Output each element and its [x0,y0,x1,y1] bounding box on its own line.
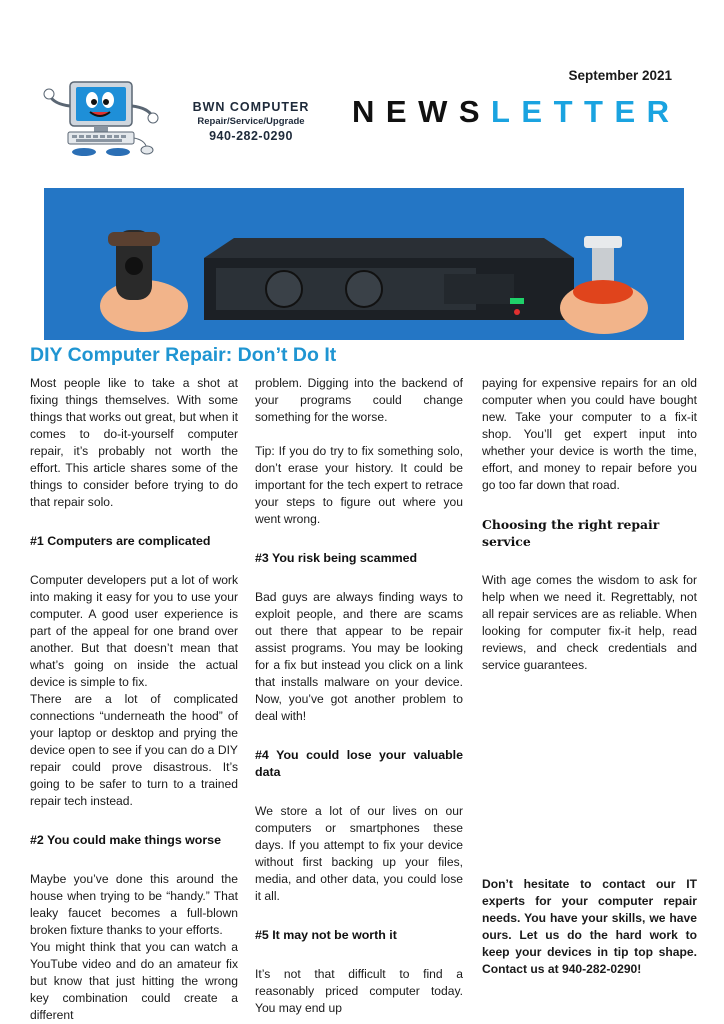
computer-mascot-logo [40,80,165,158]
paragraph: There are a lot of complicated connections “underneath the hood” of your laptop or desktop and prying the device open to see if you can do a DIY repair could prove disastrous. It’s going to be safer to turn to a trained repair tech instead. [30,692,238,808]
paragraph: With age comes the wisdom to ask for help when we need it. Regrettably, not all repair services are as reliable. When looking for computer fix-it help, read reviews, and check credentials and service guarantees. [482,573,697,672]
article-column-1 [30,375,238,1024]
paragraph: You might think that you can watch a YouTube video and do an amateur fix but know that just hitting the wrong key combination could create a different [30,940,238,1022]
paragraph: Computer developers put a lot of work into making it easy for you to use your computer. A good user experience is part of the appeal for one brand over another. But that doesn’t mean that what’s going on inside the actual device is simple to fix. [30,573,238,689]
newsletter-masthead [352,94,681,130]
newsletter-date: September 2021 [568,68,672,83]
paragraph: paying for expensive repairs for an old computer when you could have bought new. Take your computer to a fix-it shop. You’ll get expert input into whether your device is worth the time, effort, and money to repair before you go too far down that road. [482,376,697,492]
section-heading-3: #3 You risk being scammed [255,551,418,565]
brand-tagline: Repair/Service/Upgrade [197,116,305,127]
section-heading-1: #1 Computers are complicated [30,534,211,548]
brand-block [176,100,326,143]
intro-paragraph: Most people like to take a shot at fixing things themselves. With some things that works out great, but when it comes to do-it-yourself computer repair, it’s probably not worth the effort. This article shares some of the things to consider before trying to do that repair solo. [30,376,238,509]
paragraph: Maybe you’ve done this around the house when trying to be “handy.” That leaky faucet becomes a full-blown broken fixture thanks to your efforts. [30,872,238,937]
paragraph: Bad guys are always finding ways to exploit people, and there are scams out there that appear to be repair assist programs. You may be looking for a fix but instead you click on a link that installs malware on your device. Now, you’ve got another problem to deal with! [255,590,463,723]
tip-paragraph: Tip: If you do try to fix something solo, don’t erase your history. It could be important for the tech expert to retrace your steps to figure out where you went wrong. [255,444,463,526]
contact-call-to-action: Don’t hesitate to contact our IT experts for your computer repair needs. You have your skills, we have ours. Let us do the hard work to keep your devices in tip top shape. Contact us at 940-282-0290! [482,877,697,976]
masthead-letter: LETTER [491,94,681,129]
paragraph: We store a lot of our lives on our computers or smartphones these days. If you attempt to fix your device without first backing up your files, media, and other data, you could lose it all. [255,804,463,903]
side-heading: Choosing the right repair service [482,517,660,549]
hero-illustration [44,188,684,340]
masthead-news: NEWS [352,94,491,129]
paragraph: problem. Digging into the backend of your programs could change something for the worse. [255,376,463,424]
brand-phone: 940-282-0290 [209,129,293,143]
section-heading-4: #4 You could lose your valuable data [255,748,463,779]
article-column-2 [255,375,463,1017]
article-title: DIY Computer Repair: Don’t Do It [30,344,337,366]
article-column-3 [482,375,697,674]
section-heading-2: #2 You could make things worse [30,833,221,847]
paragraph: It’s not that difficult to find a reasonably priced computer today. You may end up [255,967,463,1015]
section-heading-5: #5 It may not be worth it [255,928,397,942]
brand-name: BWN COMPUTER [192,100,310,114]
